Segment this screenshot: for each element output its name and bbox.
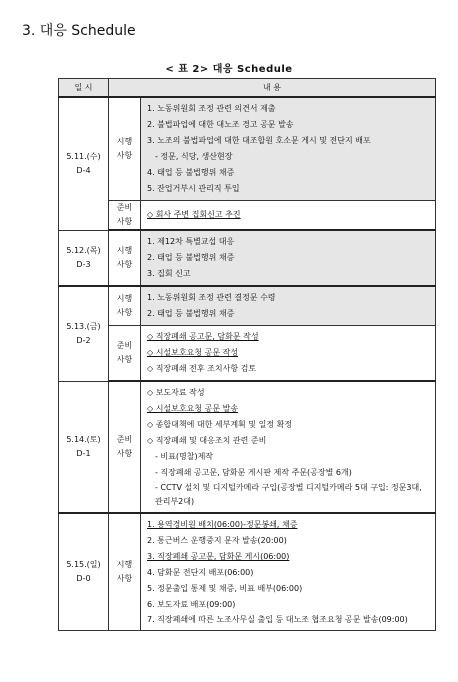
- content-line: ◇ 직장폐쇄 공고문, 담화문 작성: [147, 332, 259, 341]
- content-line: ◇ 보도자료 작성: [147, 388, 205, 397]
- date-cell: [59, 381, 109, 513]
- content-line: 3. 직장폐쇄 공고문, 담화문 게시(06:00): [147, 552, 290, 561]
- schedule-body: [59, 97, 436, 631]
- header-content: 내 용: [109, 79, 436, 98]
- table-row: [59, 326, 436, 382]
- content-cell: [141, 513, 436, 631]
- content-line: 1. 노동위원회 조정 관련 의견서 제출: [147, 104, 276, 113]
- dday-label: D-3: [76, 259, 91, 269]
- content-line: ◇ 직장폐쇄 및 대응조치 관련 준비: [147, 436, 267, 445]
- schedule-table: [58, 78, 436, 631]
- date-cell: [59, 286, 109, 381]
- content-line: ◇ 종합대책에 대한 세부계획 및 일정 확정: [147, 420, 293, 429]
- content-line: ◇ 회사 주변 집회신고 추진: [147, 210, 241, 219]
- content-cell: [141, 201, 436, 231]
- content-line: 3. 집회 신고: [147, 269, 191, 278]
- content-line: 1. 용역경비원 배치(06:00)-정문봉쇄, 채증: [147, 520, 298, 529]
- dday-label: D-0: [76, 574, 91, 583]
- table-row: [59, 381, 436, 513]
- content-line: ◇ 시설보호요청 공문 발송: [147, 404, 239, 413]
- content-line: 3. 노조의 불법파업에 대한 대조합원 호소문 게시 및 전단지 배포: [147, 136, 371, 145]
- content-line: 4. 담화문 전단지 배포(06:00): [147, 568, 254, 577]
- table-row: [59, 230, 436, 286]
- type-cell: 시행 사항: [109, 97, 141, 201]
- content-line: 2. 불법파업에 대한 대노조 경고 공문 발송: [147, 120, 294, 129]
- header-date: 일 시: [59, 79, 109, 98]
- content-line: 2. 통근버스 운행중지 문자 발송(20:00): [147, 536, 287, 545]
- table-header-row: [59, 79, 436, 98]
- content-line: 5. 잔업거부시 관리직 투입: [147, 184, 240, 193]
- dday-label: D-1: [76, 448, 91, 458]
- table-row: [59, 286, 436, 326]
- content-cell: [141, 97, 436, 201]
- table-row: [59, 201, 436, 231]
- dday-label: D-2: [76, 335, 91, 345]
- content-line: ◇ 직장폐쇄 전후 조치사항 검토: [147, 364, 257, 373]
- type-cell: 준비 사항: [109, 201, 141, 231]
- date-label: 5.15.(일): [66, 560, 101, 569]
- content-cell: [141, 381, 436, 513]
- content-line: 5. 정문출입 통제 및 채증, 비표 배부(06:00): [147, 584, 303, 593]
- content-cell: [141, 326, 436, 382]
- content-line: ◇ 시설보호요청 공문 작성: [147, 348, 239, 357]
- type-cell: 준비 사항: [109, 326, 141, 382]
- dday-label: D-4: [76, 165, 91, 175]
- content-line: - 직장폐쇄 공고문, 담화문 게시판 제작 주문(공장별 6개): [155, 468, 352, 477]
- table-caption: < 표 2> 대응 Schedule: [165, 64, 293, 75]
- type-cell: 시행 사항: [109, 230, 141, 286]
- table-row: [59, 513, 436, 631]
- type-cell: 준비 사항: [109, 381, 141, 513]
- date-label: 5.14.(토): [66, 434, 101, 444]
- date-cell: [59, 230, 109, 286]
- date-label: 5.12.(목): [66, 245, 101, 255]
- date-cell: [59, 97, 109, 230]
- content-line: 7. 직장폐쇄에 따른 노조사무실 출입 등 대노조 협조요청 공문 발송(09:00): [147, 615, 408, 624]
- content-line: 6. 보도자료 배포(09:00): [147, 600, 236, 609]
- content-line: - 정문, 식당, 생산현장: [155, 152, 233, 161]
- content-cell: [141, 230, 436, 286]
- type-cell: 시행 사항: [109, 286, 141, 326]
- date-label: 5.11.(수): [66, 151, 101, 161]
- content-line: 4. 태업 등 불법행위 채증: [147, 168, 235, 177]
- content-line: 2. 태업 등 불법행위 채증: [147, 309, 235, 318]
- content-cell: [141, 286, 436, 326]
- section-heading: 3. 대응 Schedule: [22, 23, 136, 39]
- content-line: 1. 노동위원회 조정 관련 결정문 수령: [147, 293, 276, 302]
- content-line: 1. 제12차 특별교섭 대응: [147, 237, 235, 246]
- table-row: [59, 97, 436, 201]
- type-cell: 시행 사항: [109, 513, 141, 631]
- date-label: 5.13.(금): [66, 321, 101, 331]
- content-line: 2. 태업 등 불법행위 채증: [147, 253, 235, 262]
- content-line: - CCTV 설치 및 디지털카메라 구입(공장별 디지털카메라 5대 구입: 정문3대, 관리부2대): [155, 483, 422, 506]
- content-line: - 비표(명찰)제작: [155, 452, 214, 461]
- date-cell: [59, 513, 109, 631]
